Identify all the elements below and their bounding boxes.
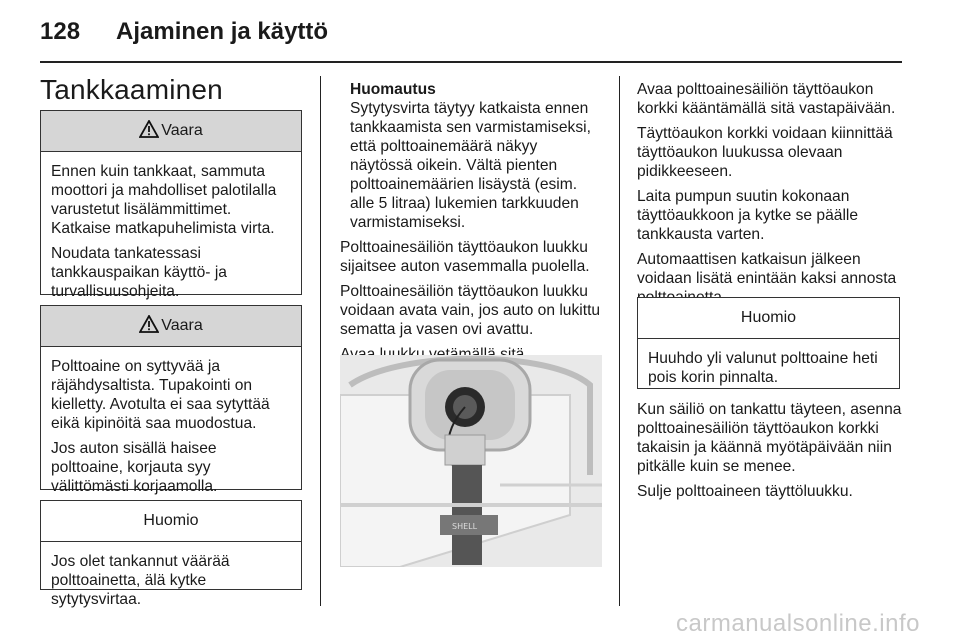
chapter-title: Ajaminen ja käyttö [116,18,329,45]
note-text: Sytytysvirta täytyy katkaista ennen tankkaamista sen varmistamiseksi, että polttoainemäärä näkyy näytössä oikein. Vältä pienten polttoainemäärien lisäystä (esim. alle 5 litraa) lukemien tarkkuuden varmistamiseksi. [350,100,591,231]
notice-text: Huuhdo yli valunut polttoaine heti pois korin pinnalta. [648,350,878,386]
notice-box [40,500,302,608]
fuel-door-photo [340,355,602,567]
warning-heading: Vaara [161,317,203,334]
warning-paragraph: Noudata tankatessasi tankkauspaikan käyttö- ja turvallisuusohjeita. [51,245,227,300]
body-paragraph: Automaattisen katkaisun jälkeen voidaan lisätä enintään kaksi annosta [637,251,897,287]
warning-icon [139,315,159,333]
note-title: Huomautus [350,81,436,98]
pump-label: SHELL [452,522,478,531]
warning-box-header [41,111,301,152]
page-number: 128 [40,18,81,45]
notice-box-2 [637,297,900,389]
warning-paragraph: Ennen kuin tankkaat, sammuta moottori ja mahdolliset palotilalla varustetut lisälämmittimet. Katkaise matkapuhelimista virta. [51,163,277,237]
notice-box-header: Huomio [41,501,301,542]
warning-box-body [41,152,301,313]
notice-text: Jos olet tankannut väärää polttoainetta, älä kytke sytytysvirtaa. [51,553,230,608]
warning-paragraph: Polttoaine on syttyvää ja räjähdysaltista. Tupakointi on kielletty. Avotulta ei saa sytyttää eikä kipinöitä saa muodostua. [51,358,270,432]
column-divider-2 [619,76,620,606]
section-title: Tankkaaminen [40,74,223,105]
notice-box-header: Huomio [638,298,899,339]
warning-box-2 [40,305,302,495]
warning-box-header [41,306,301,347]
body-paragraph: Sulje polttoaineen täyttöluukku. [637,483,853,500]
warning-box-1 [40,110,302,300]
page-header [40,14,920,54]
warning-icon [139,120,159,138]
body-paragraph: Polttoainesäiliön täyttöaukon luukku sijaitsee auton vasemmalla puolella. [340,239,590,275]
body-paragraph: Täyttöaukon korkki voidaan kiinnittää täyttöaukon luukussa olevaan pidikkeeseen. [637,125,893,180]
column-3-bottom [637,400,902,507]
column-3 [637,80,902,313]
warning-heading: Vaara [161,122,203,139]
column-divider-1 [320,76,321,606]
fuel-filler-illustration [340,355,602,567]
warning-box-body [41,347,301,508]
body-paragraph: Polttoainesäiliön täyttöaukon luukku voidaan avata vain, jos auto on lukittu sematta ja vasen ovi avattu. [340,283,601,338]
body-paragraph: Avaa polttoainesäiliön täyttöaukon korkki kääntämällä sitä vastapäivään. [637,81,896,117]
body-paragraph: Laita pumpun suutin kokonaan täyttöaukkoon ja kytke se päälle tankkausta varten. [637,188,859,243]
header-divider [40,61,902,63]
body-paragraph: Kun säiliö on tankattu täyteen, asenna polttoainesäiliön täyttöaukon korkki takaisin ja käännä myötäpäivään niin pitkälle kuin se menee. [637,401,902,475]
column-2 [340,80,602,370]
watermark: carmanualsonline.info [676,610,920,637]
warning-paragraph: Jos auton sisällä haisee polttoaine, korjauta syy välittömästi korjaamolla. [51,440,218,495]
note-block [340,80,602,232]
